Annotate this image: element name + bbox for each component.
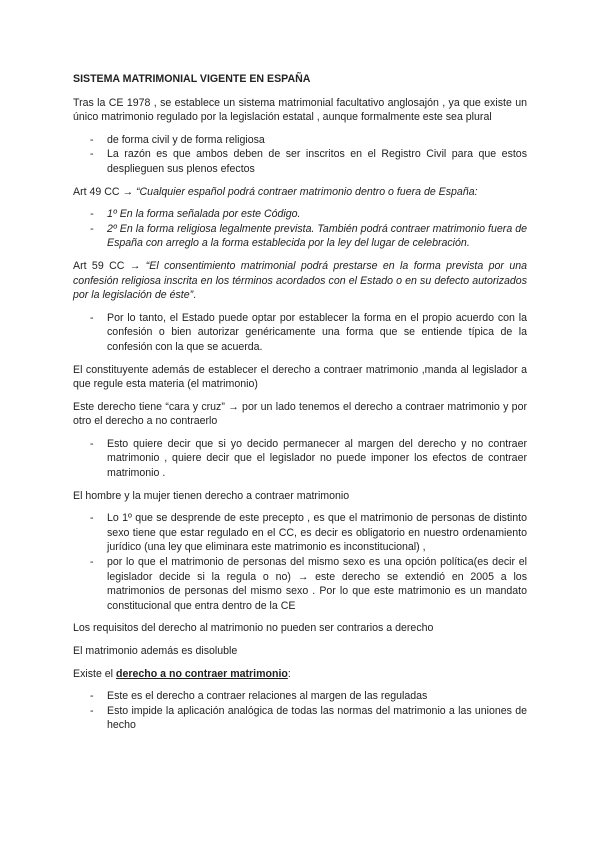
list-item-text: por lo que el matrimonio de personas del mismo sexo es una opción política(es decir el legislador decide si la regula o no) → este derecho se extendió en 2005 a los matrimonios de personas del mismo sexo . Por lo que este matrimonio es un mandato constitucional que entra dentro de la CE [107, 556, 527, 612]
art59-prefix: Art 59 CC → [73, 259, 146, 272]
paragraph-art59 [73, 259, 527, 303]
list-item [73, 133, 527, 148]
list-item-text: Este es el derecho a contraer relaciones al margen de las reguladas [107, 690, 428, 703]
list-item [73, 311, 527, 355]
paragraph-cara-cruz: Este derecho tiene “cara y cruz” → por un lado tenemos el derecho a contraer matrimonio y por otro el derecho a no contraerlo [73, 400, 527, 428]
list-cara-cruz [73, 437, 527, 481]
list-item-text: La razón es que ambos deben de ser inscritos en el Registro Civil para que estos desplieguen sus plenos efectos [107, 148, 527, 175]
list-item [73, 147, 527, 176]
list-forms [73, 133, 527, 177]
bullet-dash: - [90, 222, 94, 235]
list-item-text: 1º En la forma señalada por este Código. [107, 208, 301, 221]
bullet-dash: - [90, 208, 94, 221]
bullet-dash: - [90, 512, 94, 525]
paragraph-constituyente: El constituyente además de establecer el derecho a contraer matrimonio ,manda al legislador a que regule esta materia (el matrimonio) [73, 363, 527, 391]
paragraph-disoluble: El matrimonio además es disoluble [73, 645, 238, 657]
bullet-dash: - [90, 556, 94, 569]
paragraph-no-contraer [73, 667, 527, 682]
bullet-dash: - [90, 437, 94, 450]
no-contraer-prefix: Existe el [73, 667, 116, 680]
no-contraer-suffix: : [287, 667, 291, 680]
document-title: SISTEMA MATRIMONIAL VIGENTE EN ESPAÑA [73, 73, 311, 85]
bullet-dash: - [90, 311, 94, 324]
list-item [73, 207, 527, 222]
list-item-text: 2º En la forma religiosa legalmente prevista. También podrá contraer matrimonio fuera de España con arreglo a la forma establecida por la ley del lugar de celebración. [107, 222, 527, 250]
list-hombre-mujer [73, 511, 527, 613]
list-item [73, 511, 527, 555]
list-item [73, 222, 527, 251]
bullet-dash: - [90, 690, 94, 703]
list-item-text: Por lo tanto, el Estado puede optar por establecer la forma en el propio acuerdo con la confesión o bien autorizar genéricamente una forma que se entiende típica de la confesión con la que se acuerda. [107, 311, 527, 353]
list-no-contraer [73, 689, 527, 733]
list-item [73, 689, 527, 704]
paragraph-hombre-mujer: El hombre y la mujer tienen derecho a contraer matrimonio [73, 489, 350, 502]
list-item-text: Esto quiere decir que si yo decido permanecer al margen del derecho y no contraer matrimonio , quiere decir que el legislador no puede imponer los efectos de contraer matrimonio . [107, 437, 527, 480]
art59-quote: “El consentimiento matrimonial podrá prestarse en la forma prevista por una confesión religiosa inscrita en los términos acordados con el Estado o en su defecto autorizados por la legislación de éste” [73, 259, 527, 302]
list-item-text: Esto impide la aplicación analógica de todas las normas del matrimonio a las uniones de hecho [107, 704, 527, 732]
list-item [73, 555, 527, 613]
art49-prefix: Art 49 CC → [73, 185, 136, 198]
art59-suffix: . [193, 289, 197, 302]
list-art59 [73, 311, 527, 355]
bullet-dash: - [90, 704, 94, 717]
list-item [73, 704, 527, 733]
art49-quote: “Cualquier español podrá contraer matrimonio dentro o fuera de España: [136, 185, 478, 198]
list-art49 [73, 207, 527, 251]
list-item [73, 437, 527, 481]
bullet-dash: - [90, 148, 94, 161]
bullet-dash: - [90, 133, 94, 146]
paragraph-requisitos: Los requisitos del derecho al matrimonio no pueden ser contrarios a derecho [73, 622, 434, 635]
paragraph-art49 [73, 185, 527, 200]
paragraph-intro: Tras la CE 1978 , se establece un sistema matrimonial facultativo anglosajón , ya que existe un único matrimonio regulado por la legislación estatal , aunque formalmente este sea plural [73, 96, 527, 124]
no-contraer-bold: derecho a no contraer matrimonio [115, 667, 288, 680]
list-item-text: Lo 1º que se desprende de este precepto , es que el matrimonio de personas de distinto sexo tiene que estar regulado en el CC, es decir es obligatorio en nuestro ordenamiento jurídico (una ley que eliminara este matrimonio es inconstitucional) , [107, 512, 527, 554]
list-item-text: de forma civil y de forma religiosa [107, 133, 265, 146]
